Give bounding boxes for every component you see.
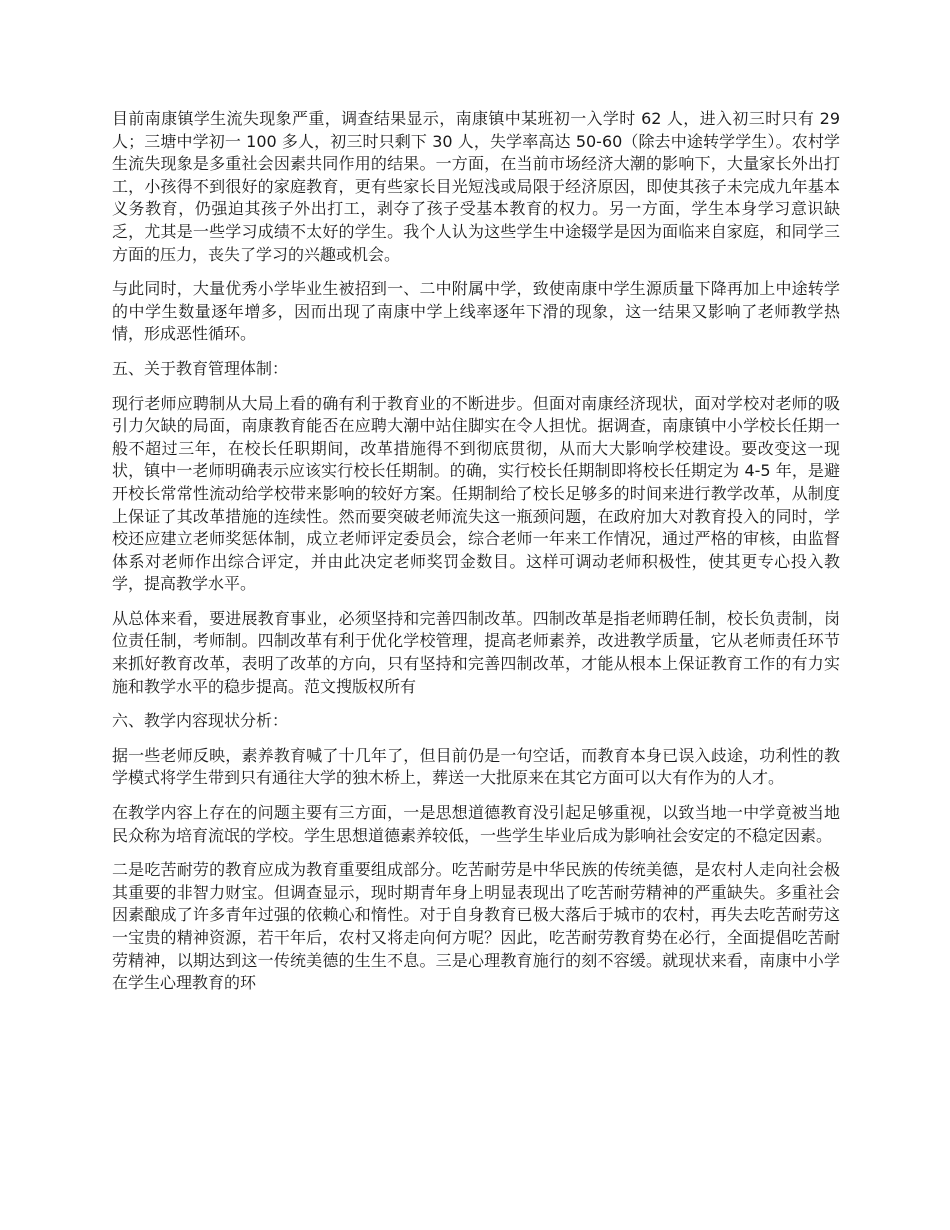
paragraph-quality-education: 据一些老师反映，素养教育喊了十几年了，但目前仍是一句空话，而教育本身已误入歧途，功利性的教学模式将学生带到只有通往大学的独木桥上，葬送一大批原来在其它方面可以大有作为的人才。	[112, 745, 840, 788]
section-heading-management: 五、关于教育管理体制：	[112, 358, 289, 378]
paragraph-teacher-hiring: 现行老师应聘制从大局上看的确有利于教育业的不断进步。但面对南康经济现状，面对学校对老师的吸引力欠缺的局面，南康教育能否在应聘大潮中站住脚实在令人担忧。据调查，南康镇中小学校长任期一般不超过三年，在校长任职期间，改革措施得不到彻底贯彻，从而大大影响学校建设。要改变这一现状，镇中一老师明确表示应该实行校长任期制。的确，实行校长任期制即将校长任期定为 4-5 年，是避开校长常常性流动给学校带来影响的较好方案。任期制给了校长足够多的时间来进行教学改革，从制度上保证了其改革措施的连续性。然而要突破老师流失这一瓶颈问题，在政府加大对教育投入的同时，学校还应建立老师奖惩体制，成立老师评定委员会，综合老师一年来工作情况，通过严格的审核，由监督体系对老师作出综合评定，并由此决定老师奖罚金数目。这样可调动老师积极性，使其更专心投入教学，提高教学水平。	[112, 393, 840, 594]
paragraph-student-dropout: 目前南康镇学生流失现象严重，调查结果显示，南康镇中某班初一入学时 62 人，进入初三时只有 29 人；三塘中学初一 100 多人，初三时只剩下 30 人，失学率高达 50-60（除去中途转学学生）。农村学生流失现象是多重社会因素共同作用的结果。一方面，在当前市场经济大潮的影响下，大量家长外出打工，小孩得不到很好的家庭教育，更有些家长目光短浅或局限于经济原因，即使其孩子未完成九年基本义务教育，仍强迫其孩子外出打工，剥夺了孩子受基本教育的权力。另一方面，学生本身学习意识缺乏，尤其是一些学习成绩不太好的学生。我个人认为这些学生中途辍学是因为面临来自家庭，和同学三方面的压力，丧失了学习的兴趣或机会。	[112, 109, 840, 264]
paragraph-moral-education: 在教学内容上存在的问题主要有三方面，一是思想道德教育没引起足够重视，以致当地一中学竟被当地民众称为培育流氓的学校。学生思想道德素养较低，一些学生毕业后成为影响社会安定的不稳定因素。	[112, 803, 840, 845]
paragraph-enrollment-decline: 与此同时，大量优秀小学毕业生被招到一、二中附属中学，致使南康中学生源质量下降再加上中途转学的中学生数量逐年增多，因而出现了南康中学上线率逐年下滑的现象，这一结果又影响了老师教学热情，形成恶性循环。	[112, 279, 840, 344]
paragraph-four-reforms: 从总体来看，要进展教育事业，必须坚持和完善四制改革。四制改革是指老师聘任制，校长负责制，岗位责任制，考师制。四制改革有利于优化学校管理，提高老师素养，改进教学质量，它从老师责任环节来抓好教育改革，表明了改革的方向，只有坚持和完善四制改革，才能从根本上保证教育工作的有力实施和教学水平的稳步提高。范文搜版权所有	[112, 608, 840, 696]
section-heading-content: 六、教学内容现状分析：	[112, 711, 289, 731]
document-body	[112, 108, 840, 1007]
paragraph-hardship-education: 二是吃苦耐劳的教育应成为教育重要组成部分。吃苦耐劳是中华民族的传统美德，是农村人走向社会极其重要的非智力财宝。但调查显示，现时期青年身上明显表现出了吃苦耐劳精神的严重缺失。多重社会因素酿成了许多青年过强的依赖心和惰性。对于自身教育已极大落后于城市的农村，再失去吃苦耐劳这一宝贵的精神资源，若干年后，农村又将走向何方呢？因此，吃苦耐劳教育势在必行，全面提倡吃苦耐劳精神，以期达到这一传统美德的生生不息。三是心理教育施行的刻不容缓。就现状来看，南康中小学在学生心理教育的环	[112, 860, 840, 993]
